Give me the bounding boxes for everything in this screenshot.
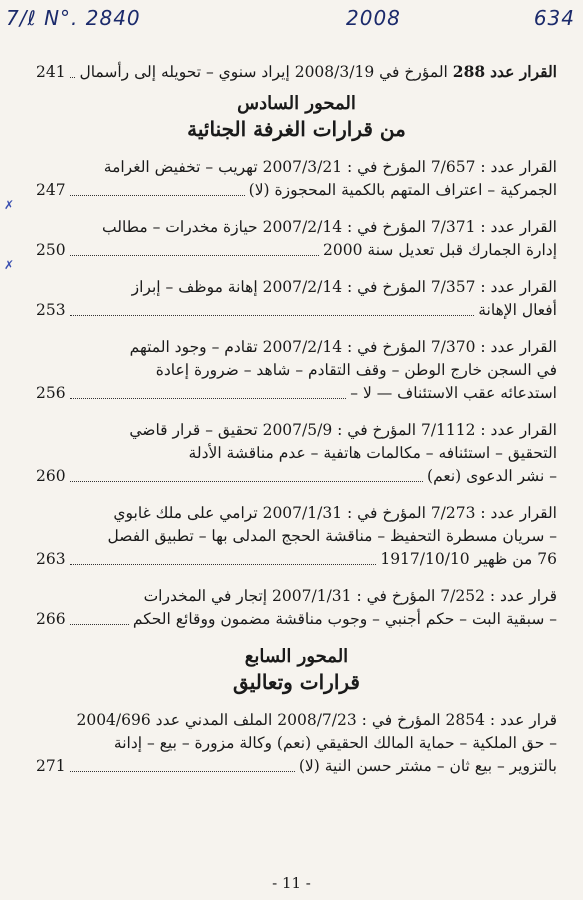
page-number: 241 (36, 63, 66, 81)
entry-line: أفعال الإهانة (478, 301, 557, 319)
page-number: 250 (36, 241, 66, 259)
entry-head: القرار عدد (490, 62, 557, 81)
toc-entry (36, 336, 557, 405)
toc-entry (36, 502, 557, 571)
handwritten-note-year: 2008 (346, 6, 401, 30)
page-number: 263 (36, 550, 66, 568)
handwritten-note-left: 7/ℓ N°. 2840 (6, 6, 141, 30)
entry-line: – سبقية البت – حكم أجنبي – وجوب مناقشة مضمون ووقائع الحكم (132, 610, 557, 628)
entry-line: 76 من ظهير 1917/10/10 (380, 550, 557, 568)
entry-line: بالتزوير – بيع ثان – مشتر حسن النية (لا) (298, 757, 557, 775)
section-subtitle: من قرارات الغرفة الجنائية (187, 117, 406, 141)
entry-line: في السجن خارج الوطن – وقف التقادم – شاهد – ضرورة إعادة (155, 361, 557, 379)
entry-line: – سريان مسطرة التحفيظ – مناقشة الحجج المدلى بها – تطبيق الفصل (107, 527, 557, 545)
toc-entry (36, 156, 557, 202)
entry-line: القرار عدد : 7/1112 المؤرخ في : 2007/5/9 تحقيق – قرار قاضي (129, 421, 557, 439)
toc-entry (36, 709, 557, 778)
handwritten-note-number: 634 (533, 6, 575, 30)
entry-text: المؤرخ في 2008/3/19 إيراد سنوي – تحويله إلى رأسمال (79, 63, 453, 81)
entry-line: القرار عدد : 7/357 المؤرخ في : 2007/2/14 إهانة موظف – إبراز (131, 278, 557, 296)
entry-line: قرار عدد : 2854 المؤرخ في : 2008/7/23 الملف المدني عدد 2004/696 (76, 711, 557, 729)
toc-entry (36, 585, 557, 631)
entry-line: قرار عدد : 7/252 المؤرخ في : 2007/1/31 إتجار في المخدرات (143, 587, 557, 605)
entry-number: 288 (452, 62, 486, 81)
entry-line: القرار عدد : 7/273 المؤرخ في : 2007/1/31 ترامي على ملك غابوي (113, 504, 557, 522)
page-number: 260 (36, 467, 66, 485)
table-of-contents (36, 60, 557, 792)
margin-mark-icon: ✗ (4, 198, 15, 212)
entry-line: إدارة الجمارك قبل تعديل سنة 2000 (323, 241, 557, 259)
page-number: 271 (36, 757, 66, 775)
toc-entry (36, 276, 557, 322)
entry-line: – حق الملكية – حماية المالك الحقيقي (نعم) وكالة مزورة – بيع – إدانة (113, 734, 557, 752)
page-number: 253 (36, 301, 66, 319)
page-footer: - 11 - (272, 874, 311, 892)
entry-line: القرار عدد : 7/371 المؤرخ في : 2007/2/14 حيازة مخدرات – مطالب (102, 218, 557, 236)
page-number: 266 (36, 610, 66, 628)
entry-line: القرار عدد : 7/657 المؤرخ في : 2007/3/21 تهريب – تخفيض الغرامة (103, 158, 557, 176)
entry-line: – نشر الدعوى (نعم) (427, 467, 557, 485)
section-subtitle: قرارات وتعاليق (233, 670, 360, 694)
toc-entry (36, 419, 557, 488)
entry-line: القرار عدد : 7/370 المؤرخ في : 2007/2/14 تقادم – وجود المتهم (129, 338, 557, 356)
page-number: 247 (36, 181, 66, 199)
toc-entry (36, 60, 557, 84)
entry-line: الجمركية – اعتراف المتهم بالكمية المحجوزة (لا) (248, 181, 557, 199)
entry-line: التحقيق – استئنافه – مكالمات هاتفية – عدم مناقشة الأدلة (188, 444, 557, 462)
section-title: المحور السادس (237, 93, 356, 114)
margin-mark-icon: ✗ (4, 258, 15, 272)
entry-line: استدعائه عقب الاستئناف — لا – (350, 384, 557, 402)
page-number: 256 (36, 384, 66, 402)
toc-entry (36, 216, 557, 262)
section-title: المحور السابع (244, 646, 349, 667)
